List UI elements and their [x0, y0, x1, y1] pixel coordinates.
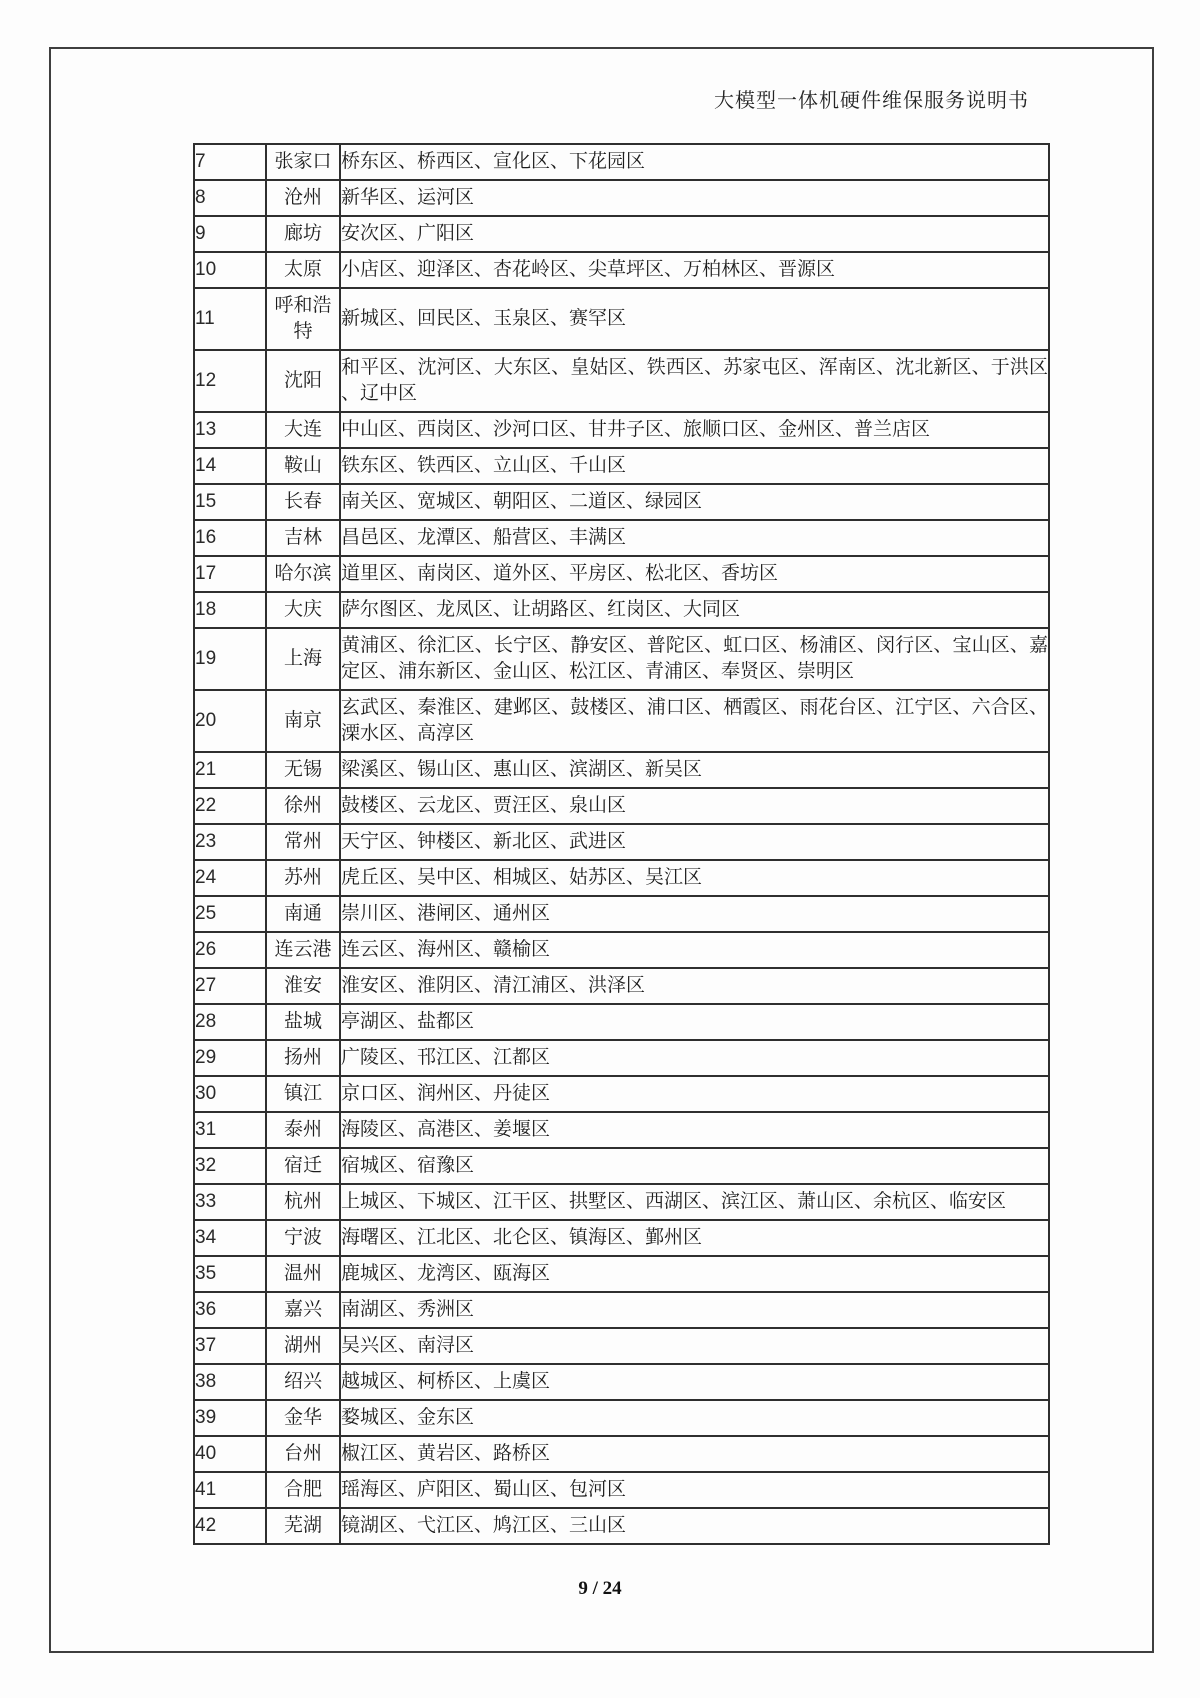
table-row [194, 896, 1049, 932]
table-row [194, 216, 1049, 252]
table-row [194, 1148, 1049, 1184]
district-list-cell: 虎丘区、吴中区、相城区、姑苏区、吴江区 [340, 860, 1049, 896]
table-row [194, 1292, 1049, 1328]
city-name-cell: 金华 [266, 1400, 340, 1436]
table-row [194, 520, 1049, 556]
city-name-cell: 台州 [266, 1436, 340, 1472]
row-number-cell: 9 [194, 216, 266, 252]
row-number-cell: 22 [194, 788, 266, 824]
table-row [194, 968, 1049, 1004]
table-row [194, 484, 1049, 520]
district-list-cell: 小店区、迎泽区、杏花岭区、尖草坪区、万柏林区、晋源区 [340, 252, 1049, 288]
table-row [194, 1364, 1049, 1400]
table-row [194, 1436, 1049, 1472]
table-row [194, 592, 1049, 628]
city-name-cell: 哈尔滨 [266, 556, 340, 592]
city-name-cell: 南通 [266, 896, 340, 932]
row-number-cell: 39 [194, 1400, 266, 1436]
city-name-cell: 长春 [266, 484, 340, 520]
row-number-cell: 38 [194, 1364, 266, 1400]
row-number-cell: 25 [194, 896, 266, 932]
table-row [194, 932, 1049, 968]
city-name-cell: 沈阳 [266, 350, 340, 412]
district-list-cell: 瑶海区、庐阳区、蜀山区、包河区 [340, 1472, 1049, 1508]
table-row [194, 1004, 1049, 1040]
row-number-cell: 26 [194, 932, 266, 968]
row-number-cell: 36 [194, 1292, 266, 1328]
row-number-cell: 42 [194, 1508, 266, 1544]
district-list-cell: 萨尔图区、龙凤区、让胡路区、红岗区、大同区 [340, 592, 1049, 628]
table-row [194, 860, 1049, 896]
city-name-cell: 温州 [266, 1256, 340, 1292]
table-row [194, 556, 1049, 592]
district-list-cell: 南关区、宽城区、朝阳区、二道区、绿园区 [340, 484, 1049, 520]
district-list-cell: 新华区、运河区 [340, 180, 1049, 216]
city-name-cell: 大连 [266, 412, 340, 448]
district-list-cell: 黄浦区、徐汇区、长宁区、静安区、普陀区、虹口区、杨浦区、闵行区、宝山区、嘉定区、浦东新区、金山区、松江区、青浦区、奉贤区、崇明区 [340, 628, 1049, 690]
city-name-cell: 宁波 [266, 1220, 340, 1256]
table-row [194, 1040, 1049, 1076]
table-row [194, 288, 1049, 350]
row-number-cell: 18 [194, 592, 266, 628]
table-row [194, 1220, 1049, 1256]
district-list-cell: 铁东区、铁西区、立山区、千山区 [340, 448, 1049, 484]
district-list-cell: 越城区、柯桥区、上虞区 [340, 1364, 1049, 1400]
row-number-cell: 34 [194, 1220, 266, 1256]
district-list-cell: 椒江区、黄岩区、路桥区 [340, 1436, 1049, 1472]
city-name-cell: 绍兴 [266, 1364, 340, 1400]
row-number-cell: 15 [194, 484, 266, 520]
table-row [194, 448, 1049, 484]
city-name-cell: 芜湖 [266, 1508, 340, 1544]
city-district-table-body [194, 144, 1049, 1544]
district-list-cell: 鼓楼区、云龙区、贾汪区、泉山区 [340, 788, 1049, 824]
row-number-cell: 37 [194, 1328, 266, 1364]
table-row [194, 252, 1049, 288]
row-number-cell: 32 [194, 1148, 266, 1184]
district-list-cell: 京口区、润州区、丹徒区 [340, 1076, 1049, 1112]
city-name-cell: 张家口 [266, 144, 340, 180]
city-name-cell: 嘉兴 [266, 1292, 340, 1328]
city-name-cell: 镇江 [266, 1076, 340, 1112]
row-number-cell: 27 [194, 968, 266, 1004]
row-number-cell: 12 [194, 350, 266, 412]
row-number-cell: 19 [194, 628, 266, 690]
city-name-cell: 沧州 [266, 180, 340, 216]
district-list-cell: 吴兴区、南浔区 [340, 1328, 1049, 1364]
row-number-cell: 10 [194, 252, 266, 288]
city-name-cell: 合肥 [266, 1472, 340, 1508]
district-list-cell: 连云区、海州区、赣榆区 [340, 932, 1049, 968]
row-number-cell: 31 [194, 1112, 266, 1148]
table-row [194, 1256, 1049, 1292]
district-list-cell: 天宁区、钟楼区、新北区、武进区 [340, 824, 1049, 860]
district-list-cell: 玄武区、秦淮区、建邺区、鼓楼区、浦口区、栖霞区、雨花台区、江宁区、六合区、溧水区、高淳区 [340, 690, 1049, 752]
city-name-cell: 杭州 [266, 1184, 340, 1220]
table-row [194, 690, 1049, 752]
table-row [194, 628, 1049, 690]
district-list-cell: 南湖区、秀洲区 [340, 1292, 1049, 1328]
table-row [194, 1328, 1049, 1364]
district-list-cell: 上城区、下城区、江干区、拱墅区、西湖区、滨江区、萧山区、余杭区、临安区 [340, 1184, 1049, 1220]
page-number-indicator: 9 / 24 [578, 1578, 622, 1599]
district-list-cell: 海陵区、高港区、姜堰区 [340, 1112, 1049, 1148]
row-number-cell: 24 [194, 860, 266, 896]
city-name-cell: 吉林 [266, 520, 340, 556]
table-row [194, 412, 1049, 448]
table-row [194, 752, 1049, 788]
district-list-cell: 亭湖区、盐都区 [340, 1004, 1049, 1040]
row-number-cell: 28 [194, 1004, 266, 1040]
row-number-cell: 21 [194, 752, 266, 788]
row-number-cell: 11 [194, 288, 266, 350]
row-number-cell: 23 [194, 824, 266, 860]
row-number-cell: 29 [194, 1040, 266, 1076]
district-list-cell: 鹿城区、龙湾区、瓯海区 [340, 1256, 1049, 1292]
table-row [194, 788, 1049, 824]
city-name-cell: 淮安 [266, 968, 340, 1004]
table-row [194, 1112, 1049, 1148]
city-district-table [193, 143, 1050, 1545]
city-name-cell: 徐州 [266, 788, 340, 824]
row-number-cell: 13 [194, 412, 266, 448]
city-name-cell: 呼和浩特 [266, 288, 340, 350]
city-name-cell: 南京 [266, 690, 340, 752]
row-number-cell: 14 [194, 448, 266, 484]
row-number-cell: 17 [194, 556, 266, 592]
table-row [194, 1184, 1049, 1220]
table-row [194, 1076, 1049, 1112]
district-list-cell: 宿城区、宿豫区 [340, 1148, 1049, 1184]
table-row [194, 180, 1049, 216]
city-name-cell: 盐城 [266, 1004, 340, 1040]
city-name-cell: 大庆 [266, 592, 340, 628]
row-number-cell: 20 [194, 690, 266, 752]
row-number-cell: 40 [194, 1436, 266, 1472]
table-row [194, 350, 1049, 412]
row-number-cell: 8 [194, 180, 266, 216]
row-number-cell: 30 [194, 1076, 266, 1112]
row-number-cell: 7 [194, 144, 266, 180]
table-row [194, 144, 1049, 180]
row-number-cell: 41 [194, 1472, 266, 1508]
district-list-cell: 淮安区、淮阴区、清江浦区、洪泽区 [340, 968, 1049, 1004]
city-name-cell: 苏州 [266, 860, 340, 896]
city-name-cell: 上海 [266, 628, 340, 690]
district-list-cell: 和平区、沈河区、大东区、皇姑区、铁西区、苏家屯区、浑南区、沈北新区、于洪区、辽中区 [340, 350, 1049, 412]
district-list-cell: 崇川区、港闸区、通州区 [340, 896, 1049, 932]
row-number-cell: 16 [194, 520, 266, 556]
district-list-cell: 新城区、回民区、玉泉区、赛罕区 [340, 288, 1049, 350]
district-list-cell: 中山区、西岗区、沙河口区、甘井子区、旅顺口区、金州区、普兰店区 [340, 412, 1049, 448]
table-row [194, 1472, 1049, 1508]
document-header-title: 大模型一体机硬件维保服务说明书 [714, 90, 1029, 112]
city-name-cell: 常州 [266, 824, 340, 860]
district-list-cell: 海曙区、江北区、北仑区、镇海区、鄞州区 [340, 1220, 1049, 1256]
district-list-cell: 婺城区、金东区 [340, 1400, 1049, 1436]
district-list-cell: 安次区、广阳区 [340, 216, 1049, 252]
city-name-cell: 无锡 [266, 752, 340, 788]
city-name-cell: 湖州 [266, 1328, 340, 1364]
table-row [194, 1400, 1049, 1436]
city-name-cell: 廊坊 [266, 216, 340, 252]
row-number-cell: 35 [194, 1256, 266, 1292]
district-list-cell: 梁溪区、锡山区、惠山区、滨湖区、新吴区 [340, 752, 1049, 788]
table-row [194, 1508, 1049, 1544]
district-list-cell: 昌邑区、龙潭区、船营区、丰满区 [340, 520, 1049, 556]
city-name-cell: 连云港 [266, 932, 340, 968]
city-name-cell: 宿迁 [266, 1148, 340, 1184]
district-list-cell: 广陵区、邗江区、江都区 [340, 1040, 1049, 1076]
district-list-cell: 桥东区、桥西区、宣化区、下花园区 [340, 144, 1049, 180]
city-name-cell: 鞍山 [266, 448, 340, 484]
district-list-cell: 道里区、南岗区、道外区、平房区、松北区、香坊区 [340, 556, 1049, 592]
city-name-cell: 太原 [266, 252, 340, 288]
table-row [194, 824, 1049, 860]
city-name-cell: 泰州 [266, 1112, 340, 1148]
district-list-cell: 镜湖区、弋江区、鸠江区、三山区 [340, 1508, 1049, 1544]
row-number-cell: 33 [194, 1184, 266, 1220]
city-name-cell: 扬州 [266, 1040, 340, 1076]
